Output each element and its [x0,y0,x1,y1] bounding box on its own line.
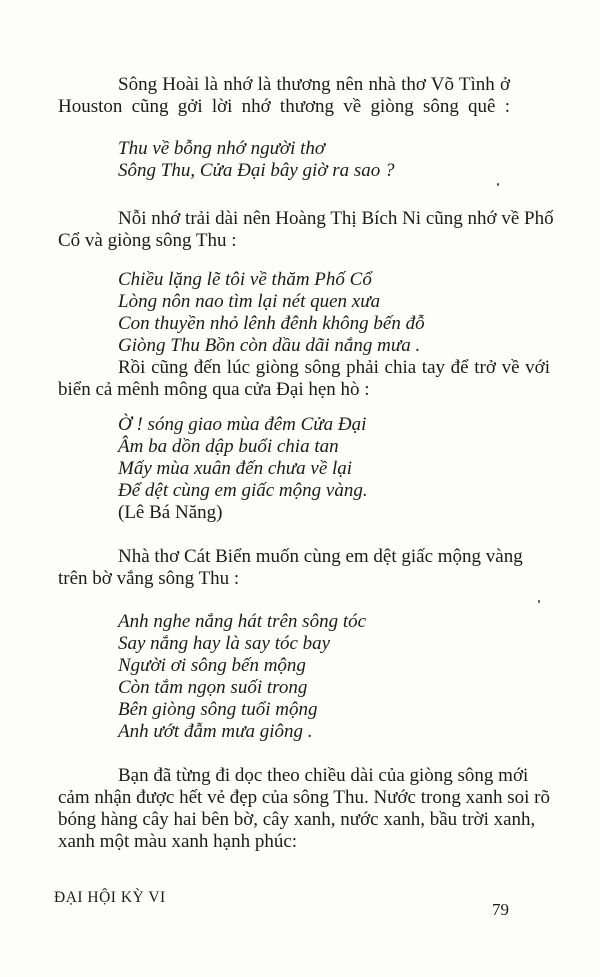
prose-line: bóng hàng cây hai bên bờ, cây xanh, nước xanh, bầu trời xanh, [58,809,536,830]
poem-attribution: (Lê Bá Năng) [118,502,223,523]
running-footer-title: ĐẠI HỘI KỲ VI [54,889,166,906]
prose-line: cảm nhận được hết vẻ đẹp của sông Thu. Nước trong xanh soi rõ [58,787,550,808]
poem-line: Anh ướt đẫm mưa giông . [118,721,313,742]
poem-line: Giòng Thu Bồn còn dầu dãi nắng mưa . [118,335,421,356]
poem-line: Say nắng hay là say tóc bay [118,633,331,654]
prose-line: xanh một màu xanh hạnh phúc: [58,831,298,852]
poem-line: Để dệt cùng em giấc mộng vàng. [118,480,368,501]
prose-line: Sông Hoài là nhớ là thương nên nhà thơ Võ Tình ở [118,74,510,95]
poem-line: Sông Thu, Cửa Đại bây giờ ra sao ? [118,160,395,181]
poem-line: Ờ ! sóng giao mùa đêm Cửa Đại [118,414,367,435]
prose-line: Nhà thơ Cát Biển muốn cùng em dệt giấc mộng vàng [118,546,523,567]
prose-line: trên bờ vắng sông Thu : [58,568,240,589]
poem-line: Con thuyền nhỏ lênh đênh không bến đỗ [118,313,425,334]
poem-line: Mấy mùa xuân đến chưa về lại [118,458,353,479]
poem-line: Bên giòng sông tuổi mộng [118,699,318,720]
poem-line: Thu về bỗng nhớ người thơ [118,138,326,159]
poem-line: Còn tắm ngọn suối trong [118,677,308,698]
poem-line: Lòng nôn nao tìm lại nét quen xưa [118,291,381,312]
prose-line: Houston cũng gởi lời nhớ thương về giòng sông quê : [58,96,510,117]
scan-speck [497,183,499,186]
prose-line: Rồi cũng đến lúc giòng sông phải chia tay để trở về với [118,357,550,378]
prose-line: Bạn đã từng đi dọc theo chiều dài của giòng sông mới [118,765,529,786]
scan-speck [538,600,540,603]
page-number: 79 [492,900,509,919]
prose-line: Cổ và giòng sông Thu : [58,230,237,251]
poem-line: Âm ba dồn dập buổi chia tan [118,436,339,457]
poem-line: Anh nghe nắng hát trên sông tóc [118,611,367,632]
poem-line: Người ơi sông bến mộng [118,655,306,676]
prose-line: Nỗi nhớ trải dài nên Hoàng Thị Bích Ni cũng nhớ về Phố [118,208,554,229]
prose-line: biển cả mênh mông qua cửa Đại hẹn hò : [58,379,370,400]
poem-line: Chiều lặng lẽ tôi về thăm Phố Cổ [118,269,372,290]
